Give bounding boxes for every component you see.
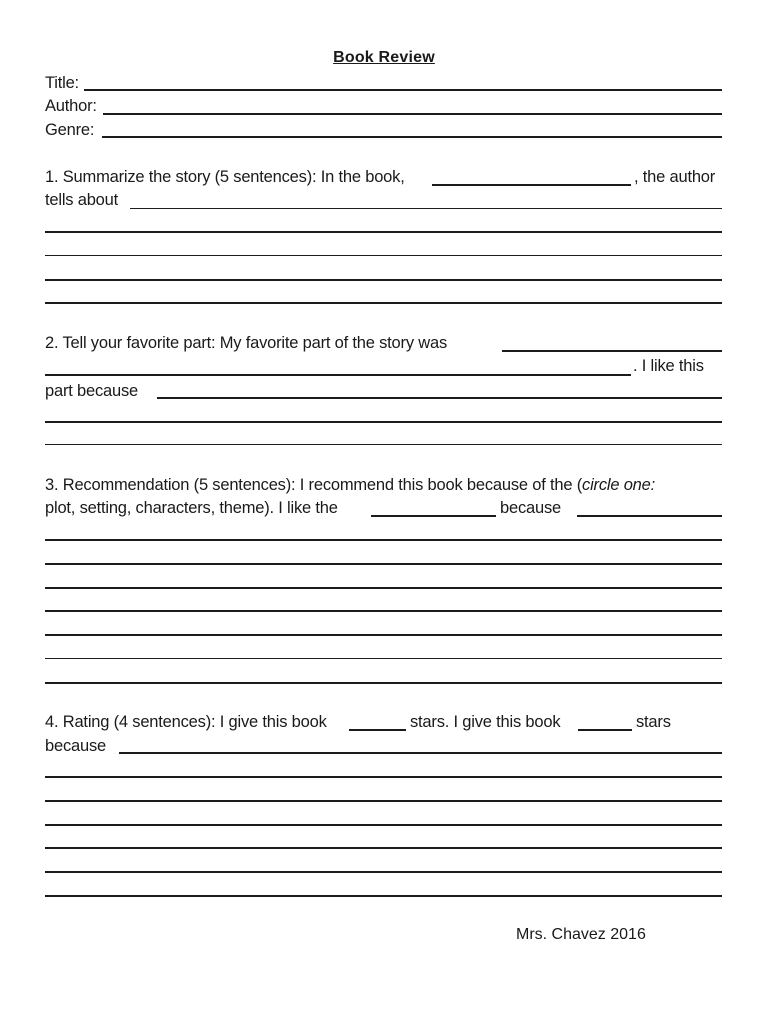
q2-answer-line[interactable] xyxy=(45,444,722,445)
q4-answer-line[interactable] xyxy=(45,776,722,778)
q3-answer-line[interactable] xyxy=(45,539,722,541)
worksheet-title: Book Review xyxy=(333,49,435,66)
q4-answer-line[interactable] xyxy=(45,847,722,849)
genre-label: Genre: xyxy=(45,121,95,139)
q1-tells-about: tells about xyxy=(45,191,119,209)
q3-answer-line[interactable] xyxy=(45,682,722,684)
q2-answer-line[interactable] xyxy=(45,374,631,376)
q3-answer-line[interactable] xyxy=(45,587,722,589)
q4-answer-line[interactable] xyxy=(45,871,722,873)
q2-answer-line[interactable] xyxy=(157,397,722,399)
q3-circle-one: circle one: xyxy=(582,476,656,494)
q3-element-blank[interactable] xyxy=(371,515,496,517)
title-field-line[interactable] xyxy=(84,89,722,91)
q3-prompt-text: 3. Recommendation (5 sentences): I recommend this book because of the ( xyxy=(45,476,583,494)
q2-part-because: part because xyxy=(45,382,138,400)
q4-answer-line[interactable] xyxy=(45,800,722,802)
genre-field-line[interactable] xyxy=(102,136,722,138)
q1-prompt-continued: , the author xyxy=(634,168,716,186)
q4-stars-label: stars xyxy=(636,713,671,731)
q1-answer-line[interactable] xyxy=(45,279,722,281)
q2-prompt: 2. Tell your favorite part: My favorite part of the story was xyxy=(45,334,448,352)
q1-answer-line[interactable] xyxy=(45,255,722,256)
q4-prompt: 4. Rating (4 sentences): I give this book xyxy=(45,713,327,731)
q3-because: because xyxy=(500,499,561,517)
q1-answer-line[interactable] xyxy=(45,302,722,304)
q1-book-title-blank[interactable] xyxy=(432,184,631,186)
q4-prompt-continued: stars. I give this book xyxy=(410,713,561,731)
q3-answer-line[interactable] xyxy=(45,563,722,565)
q3-answer-line[interactable] xyxy=(45,610,722,612)
author-field-line[interactable] xyxy=(103,113,722,115)
q1-answer-line[interactable] xyxy=(130,208,722,209)
q4-answer-line[interactable] xyxy=(45,824,722,826)
q3-prompt xyxy=(45,475,655,495)
q4-stars-blank[interactable] xyxy=(578,729,632,731)
q4-answer-line[interactable] xyxy=(45,895,722,897)
author-label: Author: xyxy=(45,97,97,115)
q3-answer-line[interactable] xyxy=(577,515,722,517)
q3-options: plot, setting, characters, theme). I like the xyxy=(45,499,338,517)
q2-prompt-continued: . I like this xyxy=(633,357,704,375)
q3-answer-line[interactable] xyxy=(45,634,722,636)
q4-because: because xyxy=(45,737,106,755)
author-credit: Mrs. Chavez 2016 xyxy=(516,926,646,943)
q3-answer-line[interactable] xyxy=(45,658,722,659)
q1-prompt: 1. Summarize the story (5 sentences): In the book, xyxy=(45,168,405,186)
q1-answer-line[interactable] xyxy=(45,231,722,233)
q4-answer-line[interactable] xyxy=(119,752,722,754)
q2-favorite-part-blank[interactable] xyxy=(502,350,722,352)
q4-stars-blank[interactable] xyxy=(349,729,406,731)
title-label: Title: xyxy=(45,74,79,92)
q2-answer-line[interactable] xyxy=(45,421,722,423)
